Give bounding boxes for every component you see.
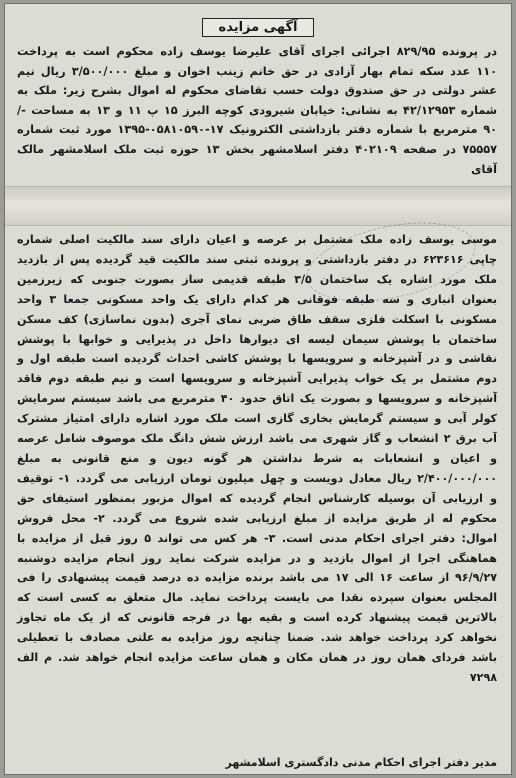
- tape-strip: [5, 186, 511, 226]
- ad-title-box: [5, 18, 511, 37]
- newspaper-clipping: [4, 3, 512, 775]
- ad-paragraph-body: موسی یوسف زاده ملک مشتمل بر عرصه و اعیان دارای سند مالکیت اصلی شماره چاپی ۶۲۳۶۱۶ در دفتر بازداشتی و پرونده ثبتی سند مالکیت قید گردیده پس از بازدید ملک مورد اشاره یک ساختمان ۳/۵ طبقه قدیمی ساز بصورت جنوبی که زیرزمین بعنوان انباری و سه طبقه فوقانی هر کدام دارای یک واحد مسکونی جمعا ۳ واحد مسکونی با اسکلت فلزی سقف طاق ضربی نمای آجری (بدون نماسازی) کف مسکن ساختمان با پوشش سیمان لیسه ای دیوارها داخل در پذیرایی و خوابها با پوشش نقاشی و در آشپزخانه و سرویسها با پوشش کاشی احداث گردیده است طبقه اول و دوم مشتمل بر یک خواب پذیرایی آشپزخانه و سرویسها است و نیم طبقه دوم فاقد آشپزخانه و سرویسها و بصورت یک اتاق حدود ۴۰ مترمربع می باشد سیستم سرمایش کولر آبی و سیستم گرمایش بخاری گازی است ملک مورد اشاره دارای امتیاز مشترک آب برق ۲ انشعاب و گاز شهری می باشد ارزش شش دانگ ملک موصوف شامل عرصه و اعیان و انشعابات به شرط نداشتن هر گونه دیون و منع قانونی به مبلغ ۲/۴۰۰/۰۰۰/۰۰۰ ریال معادل دویست و چهل میلیون تومان ارزیابی می گردد. ۱- توقیف و ارزیابی آن بوسیله کارشناس انجام گردیده که اموال مزبور بمنظور استیفای حق محکوم له از طریق مزایده از مبلغ ارزیابی شده شروع می گردد. ۲- محل فروش اموال: دفتر اجرای احکام مدنی است. ۳- هر کس می تواند ۵ روز قبل از مزایده با هماهنگی اجرا از اموال بازدید و در مزایده شرکت نماید روز انجام مزایده دوشنبه ۹۶/۹/۲۷ از ساعت ۱۶ الی ۱۷ می باشد برنده مزایده ده درصد قیمت پیشنهادی را فی المجلس بعنوان سپرده نقدا می بایست پرداخت نماید. مال متعلق به کسی است که بالاترین قیمت پیشنهاد کرده است و بقیه بها در فرجه قانونی که از یک ماه تجاوز نخواهد کرد پرداخت خواهد شد. ضمنا چنانچه روز مزایده به علتی مصادف با تعطیلی باشد فردای همان روز در همان مکان و همان ساعت مزایده انجام خواهد شد. م الف ۷۲۹۸: [17, 233, 498, 684]
- ad-signature: مدیر دفتر اجرای احکام مدنی دادگستری اسلامشهر: [225, 756, 497, 769]
- ad-title: آگهی مزایده: [202, 18, 315, 37]
- ad-paragraph-top: در پرونده ۸۲۹/۹۵ اجرائی اجرای آقای علیرضا یوسف زاده محکوم است به پرداخت ۱۱۰ عدد سکه تمام بهار آزادی در حق خانم زینب اخوان و مبلغ ۳/۵۰۰/۰۰۰ ریال نیم عشر دولتی در حق صندوق دولت حسب تقاضای محکوم له اموال بشرح زیر: ملک به شماره ۴۲/۱۲۹۵۳ به نشانی: خیابان شیرودی کوچه البرز ۱۵ پ ۱۱ و ۱۳ به مساحت -/۹۰ مترمربع با شماره دفتر بازداشتی الکترونیک ۱۷-۰۵۸۱۰۵۹۰-۱۳۹۵ مورد ثبت شماره ۷۵۵۵۷ در صفحه ۴۰۲۱۰۹ دفتر اسلامشهر بخش ۱۳ حوزه ثبت ملک اسلامشهر مالک آقای: [17, 45, 498, 176]
